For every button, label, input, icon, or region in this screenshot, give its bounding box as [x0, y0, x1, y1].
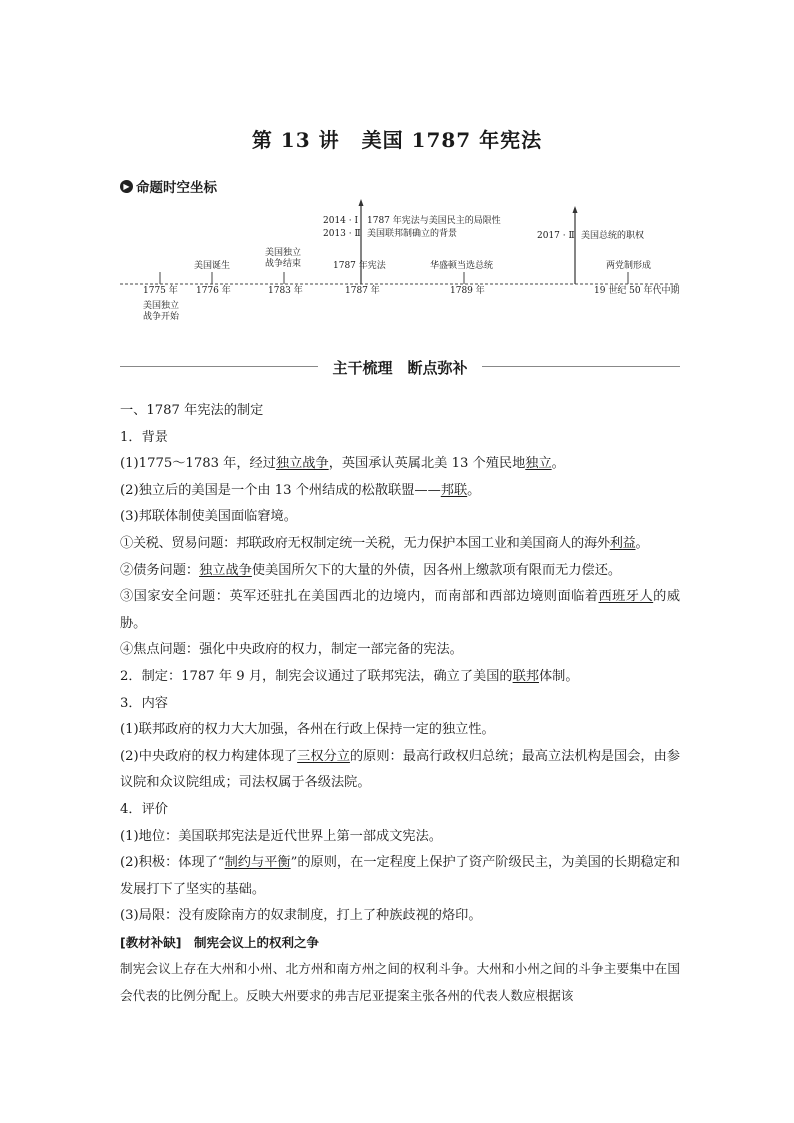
fill-blank: 利益 — [609, 535, 636, 551]
supplement-title: 制宪会议上的权利之争 — [193, 934, 319, 950]
supplement-text: 制宪会议上存在大州和小州、北方州和南方州之间的权利斗争。大州和小州之间的斗争主要集中在国会代表的比例分配上。反映大州要求的弗吉尼亚提案主张各州的代表人数应根据该 — [120, 961, 680, 1004]
supplement-heading — [120, 930, 680, 957]
event-1775-line2: 战争开始 — [142, 312, 179, 322]
event-1789: 华盛顿当选总统 — [430, 261, 494, 271]
fill-blank: 西班牙人 — [598, 589, 654, 605]
paragraph: (1)1775～1783 年，经过独立战争，英国承认英属北美 13 个殖民地独立。 — [120, 456, 565, 472]
year-19c: 19 世纪 50 年代中期 — [594, 286, 680, 296]
timeline — [0, 0, 794, 340]
event-1775-line1: 美国独立 — [142, 301, 179, 311]
exam-1787 — [323, 216, 361, 240]
paragraph: (3)邦联体制使美国面临窘境。 — [120, 509, 297, 525]
paragraph: ②债务问题：独立战争使美国所欠下的大量的外债，因各州上缴款项有限而无力偿还。 — [120, 562, 622, 578]
banner-title: 主干梳理 断点弥补 — [318, 359, 481, 377]
paragraph: (2)积极：体现了“制约与平衡”的原则，在一定程度上保护了资产阶级民主，为美国的长期稳定和发展打下了坚实的基础。 — [120, 855, 680, 897]
play-circle-icon: ▶ — [120, 180, 133, 193]
subheading-formulation: 2．制定：1787 年 9 月，制宪会议通过了联邦宪法，确立了美国的联邦体制。 — [120, 668, 579, 684]
event-1776: 美国诞生 — [194, 261, 231, 271]
paragraph: (1)地位：美国联邦宪法是近代世界上第一部成文宪法。 — [120, 828, 442, 844]
fill-blank: 三权分立 — [297, 748, 350, 764]
fill-blank: 邦联 — [440, 482, 468, 498]
event-19c: 两党制形成 — [606, 261, 652, 271]
paragraph: (1)联邦政府的权力大大加强，各州在行政上保持一定的独立性。 — [120, 722, 495, 738]
event-1783-line1: 美国独立 — [264, 248, 301, 258]
note-1787-line2: 美国联邦制确立的背景 — [367, 229, 458, 239]
event-1783 — [255, 248, 311, 270]
year-1776: 1776 年 — [196, 286, 231, 296]
fill-blank: 联邦 — [512, 668, 539, 684]
main-content — [120, 398, 680, 1010]
supplement-tag: [教材补缺] — [120, 934, 182, 950]
event-1783-line2: 战争结束 — [264, 259, 301, 269]
paragraph: ④焦点问题：强化中央政府的权力，制定一部完备的宪法。 — [120, 642, 463, 658]
note-2017: 美国总统的职权 — [581, 231, 645, 241]
event-1787: 1787 年宪法 — [333, 261, 386, 271]
paragraph: ③国家安全问题：英军还驻扎在美国西北的边境内，而南部和西部边境则面临着西班牙人的威胁。 — [120, 589, 681, 631]
lecture-number: 第 13 讲 — [251, 128, 340, 152]
section-banner — [120, 355, 680, 379]
fill-blank: 独立战争 — [199, 562, 252, 578]
arrow-head-1787-icon — [359, 199, 364, 206]
paragraph: (2)中央政府的权力构建体现了三权分立的原则：最高行政权归总统；最高立法机构是国会，由参议院和众议院组成；司法权属于各级法院。 — [120, 748, 681, 791]
fill-blank: 独立战争 — [275, 456, 329, 472]
year-1775: 1775 年 — [143, 286, 178, 296]
coord-section-label: 命题时空坐标 — [136, 180, 217, 196]
exam-2017: 2017 · Ⅱ — [537, 231, 575, 241]
arrow-head-2017-icon — [573, 206, 578, 213]
subheading-background: 1．背景 — [120, 429, 168, 445]
year-1789: 1789 年 — [450, 286, 485, 296]
subheading-content: 3．内容 — [120, 695, 168, 711]
exam-1787-line2: 2013 · Ⅱ — [323, 229, 361, 239]
lecture-topic: 美国 1787 年宪法 — [361, 128, 543, 152]
fill-blank: 制约与平衡 — [224, 855, 291, 871]
event-1775 — [136, 301, 186, 323]
exam-1787-line1: 2014 · Ⅰ — [323, 216, 359, 226]
heading-1: 一、1787 年宪法的制定 — [120, 403, 264, 418]
year-1783: 1783 年 — [268, 286, 303, 296]
paragraph: ①关税、贸易问题：邦联政府无权制定统一关税，无力保护本国工业和美国商人的海外利益。 — [120, 535, 649, 551]
subheading-evaluation: 4．评价 — [120, 801, 168, 817]
fill-blank: 独立 — [525, 456, 552, 472]
paragraph: (3)局限：没有废除南方的奴隶制度，打上了种族歧视的烙印。 — [120, 908, 482, 924]
note-1787 — [367, 216, 501, 240]
note-1787-line1: 1787 年宪法与美国民主的局限性 — [367, 216, 501, 226]
year-1787: 1787 年 — [345, 286, 380, 296]
paragraph: (2)独立后的美国是一个由 13 个州结成的松散联盟——邦联。 — [120, 482, 481, 498]
